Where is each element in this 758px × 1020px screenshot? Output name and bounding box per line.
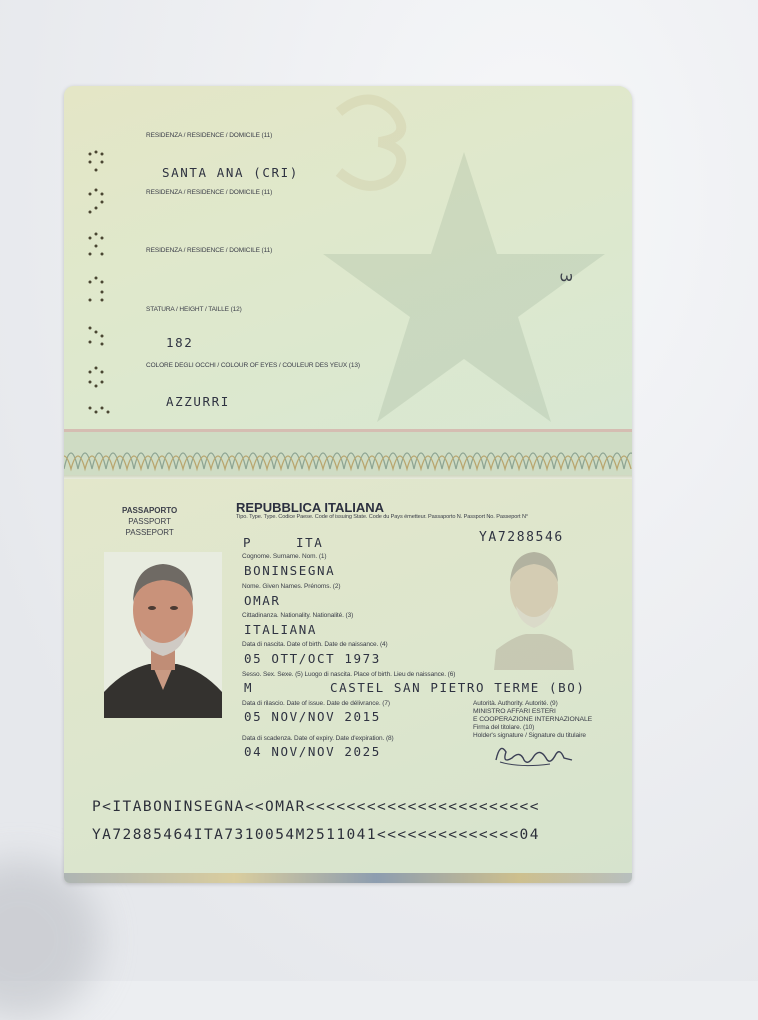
ghost-photo [484,540,584,670]
document-type-label [122,505,177,538]
eye-colour-label: COLORE DEGLI OCCHI / COLOUR OF EYES / COULEUR DES YEUX (13) [146,362,360,369]
place-of-birth-value: CASTEL SAN PIETRO TERME (BO) [330,680,586,695]
holder-photo [104,552,222,718]
passport-document [64,86,632,883]
residence-label-2: RESIDENZA / RESIDENCE / DOMICILE (11) [146,189,273,196]
authority-value-1: MINISTRO AFFARI ESTERI [473,708,556,715]
height-label: STATURA / HEIGHT / TAILLE (12) [146,306,242,313]
date-of-expiry-value: 04 NOV/NOV 2025 [244,744,381,759]
sex-place-of-birth-label: Sesso. Sex. Sexe. (5) Luogo di nascita. Place of birth. Lieu de naissance. (6) [242,671,456,678]
passport-number-value: YA7288546 [479,530,564,545]
type-value: P [243,535,253,550]
eye-colour-value: AZZURRI [166,394,230,409]
numeral-watermark [314,92,424,192]
mrz-line-1: P<ITABONINSEGNA<<OMAR<<<<<<<<<<<<<<<<<<<<<<< [92,799,540,815]
sex-value: M [244,680,254,695]
date-of-issue-label: Data di rilascio. Date of issue. Date de délivrance. (7) [242,700,390,707]
residence-label-3: RESIDENZA / RESIDENCE / DOMICILE (11) [146,247,273,254]
nationality-label: Cittadinanza. Nationality. Nationalité. (3) [242,612,354,619]
date-of-birth-value: 05 OTT/OCT 1973 [244,651,381,666]
doc-label-it: PASSAPORTO [122,506,178,515]
cover-edge [64,873,632,883]
authority-value-2: E COOPERAZIONE INTERNAZIONALE [473,716,593,723]
authority-label: Autorità. Authority. Autorité. (9) [473,700,558,707]
given-names-label: Nome. Given Names. Prénoms. (2) [242,583,341,590]
doc-label-fr: PASSEPORT [125,528,174,537]
nationality-value: ITALIANA [244,622,318,637]
given-names-value: OMAR [244,593,281,608]
country-title: REPUBBLICA ITALIANA [236,500,385,515]
guilloche-band [64,429,632,475]
date-of-birth-label: Data di nascita. Date of birth. Date de naissance. (4) [242,641,388,648]
holder-signature [490,738,576,770]
date-of-issue-value: 05 NOV/NOV 2015 [244,709,381,724]
signature-label-translation: Holder's signature / Signature du titulaire [473,732,586,739]
type-code-label: Tipo. Type. Type. Codice Paese. Code of issuing State. Code du Pays émetteur. Passaporto N. Passport No. Passeport N° [236,514,529,520]
page-number: 3 [556,272,576,283]
country-code-value: ITA [296,535,324,550]
signature-label: Firma del titolare. (10) [473,724,535,731]
mrz-line-2: YA72885464ITA7310054M2511041<<<<<<<<<<<<<<04 [92,827,540,843]
height-value: 182 [166,335,194,350]
surname-value: BONINSEGNA [244,563,336,578]
doc-label-en: PASSPORT [128,517,172,526]
surname-label: Cognome. Surname. Nom. (1) [242,553,327,560]
perforation-number [80,142,120,422]
residence-value: SANTA ANA (CRI) [162,165,299,180]
residence-label: RESIDENZA / RESIDENCE / DOMICILE (11) [146,132,273,139]
date-of-expiry-label: Data di scadenza. Date of expiry. Date d'expiration. (8) [242,735,394,742]
